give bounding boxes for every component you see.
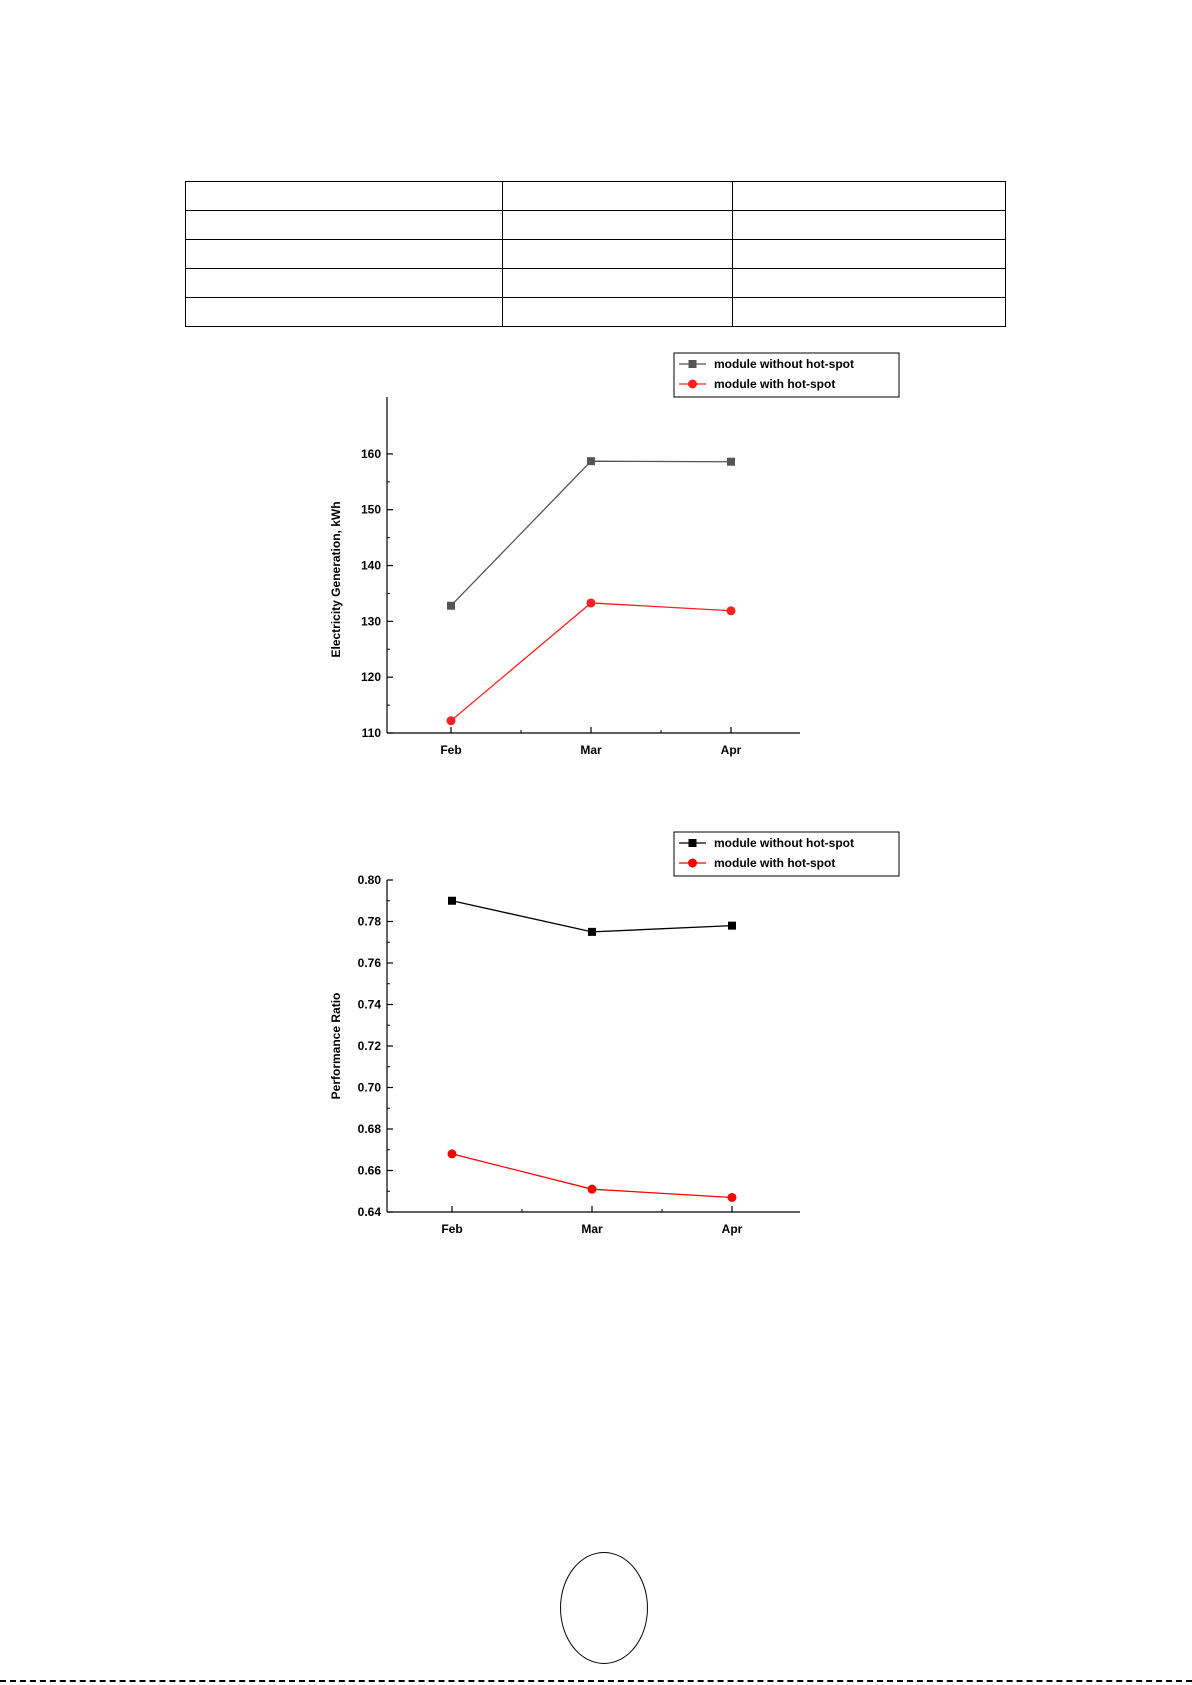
legend-label: module with hot-spot (714, 377, 836, 391)
data-point (727, 458, 735, 466)
page-number-circle (560, 1552, 648, 1664)
data-table-body (186, 182, 1006, 327)
table-cell (503, 211, 733, 240)
legend-label: module with hot-spot (714, 856, 836, 870)
legend-marker (689, 360, 697, 368)
electricity-generation-chart (0, 345, 1192, 775)
y-tick-label: 0.76 (357, 956, 381, 970)
table-cell (503, 298, 733, 327)
table-cell (733, 240, 1006, 269)
x-tick-label: Mar (581, 1222, 603, 1236)
y-tick-label: 0.68 (357, 1122, 381, 1136)
table-cell (186, 269, 503, 298)
series-line (451, 461, 731, 606)
x-tick-label: Feb (441, 1222, 463, 1236)
x-tick-label: Feb (440, 743, 462, 757)
y-tick-label: 0.64 (357, 1205, 381, 1219)
legend-marker (688, 380, 697, 389)
series-line (452, 901, 732, 932)
data-point (587, 457, 595, 465)
performance-ratio-chart (0, 820, 1192, 1250)
table-cell (186, 240, 503, 269)
y-tick-label: 120 (360, 670, 381, 685)
legend-marker (689, 839, 697, 847)
y-tick-label: 0.74 (357, 997, 381, 1012)
legend-label: module without hot-spot (714, 357, 854, 371)
y-tick-label: 0.70 (357, 1080, 381, 1095)
data-point (728, 1193, 737, 1202)
data-point (588, 1185, 597, 1194)
legend-label: module without hot-spot (714, 836, 854, 850)
data-point (447, 602, 455, 610)
table-cell (733, 298, 1006, 327)
table-row (186, 240, 1006, 269)
legend-marker (688, 859, 697, 868)
table-row (186, 298, 1006, 327)
y-tick-label: 140 (360, 558, 381, 573)
series-line (451, 603, 731, 721)
y-tick-label: 0.72 (357, 1039, 381, 1053)
y-tick-label: 150 (360, 502, 381, 517)
y-axis-title: Performance Ratio (329, 992, 343, 1100)
y-tick-label: 130 (360, 614, 381, 629)
table-cell (503, 182, 733, 211)
table-cell (503, 240, 733, 269)
data-point (728, 922, 736, 930)
y-tick-label: 160 (360, 446, 381, 461)
data-point (588, 928, 596, 936)
data-point (587, 598, 596, 607)
y-tick-label: 110 (361, 726, 381, 740)
table-row (186, 269, 1006, 298)
table-cell (186, 211, 503, 240)
y-axis-title: Electricity Generation, kWh (329, 501, 343, 658)
page-bottom-border (0, 1680, 1192, 1682)
data-point (447, 716, 456, 725)
data-point (448, 897, 456, 905)
y-tick-label: 0.78 (357, 914, 381, 929)
table-cell (733, 211, 1006, 240)
x-tick-label: Apr (721, 1222, 743, 1236)
table-cell (503, 269, 733, 298)
table-cell (186, 298, 503, 327)
x-tick-label: Apr (720, 743, 742, 757)
data-point (448, 1149, 457, 1158)
table-row (186, 211, 1006, 240)
table-cell (733, 269, 1006, 298)
table-row (186, 182, 1006, 211)
y-tick-label: 0.66 (357, 1163, 381, 1178)
data-point (727, 606, 736, 615)
table-cell (186, 182, 503, 211)
data-table (185, 181, 1006, 327)
table-cell (733, 182, 1006, 211)
y-tick-label: 0.80 (357, 873, 381, 887)
x-tick-label: Mar (580, 743, 602, 757)
